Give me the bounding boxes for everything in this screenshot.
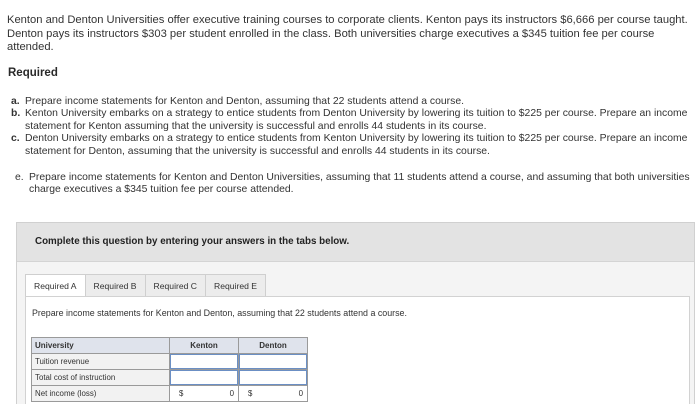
- header-kenton: Kenton: [170, 338, 239, 354]
- requirement-text: Prepare income statements for Kenton and Denton, assuming that 22 students attend a course.: [25, 96, 464, 107]
- table-row: [32, 354, 308, 370]
- requirement-a: [11, 96, 691, 108]
- panel-body: [17, 262, 694, 404]
- tab-required-b[interactable]: Required B: [85, 274, 146, 297]
- requirement-text: Kenton University embarks on a strategy to entice students from Denton University by lowering its tuition to $225 per course. Prepare an income statement for Kenton assuming that the university is successful and enrolls 44 students in its course.: [25, 108, 688, 132]
- denton-net-income: [239, 386, 308, 402]
- requirement-tabs: [25, 274, 265, 297]
- tab-prompt: Prepare income statements for Kenton and Denton, assuming that 22 students attend a course.: [32, 308, 407, 318]
- panel-heading: Complete this question by entering your answers in the tabs below.: [17, 223, 694, 262]
- currency-symbol: $: [179, 389, 184, 398]
- tab-content: [25, 296, 690, 404]
- kenton-cost-input[interactable]: [170, 370, 239, 386]
- header-university: University: [32, 338, 170, 354]
- denton-cost-input[interactable]: [239, 370, 308, 386]
- row-label-tuition: Tuition revenue: [32, 354, 170, 370]
- problem-intro: Kenton and Denton Universities offer executive training courses to corporate clients. Kenton pays its instructors $6,666 per course taught. Denton pays its instructors $303 per student enrolled in the class. Both universities charge executives a $345 tuition fee per course attended.: [7, 14, 688, 53]
- requirement-label: a.: [11, 96, 20, 107]
- requirement-label: e.: [15, 172, 24, 183]
- requirement-label: b.: [11, 108, 21, 120]
- kenton-tuition-input[interactable]: [170, 354, 239, 370]
- requirement-c: [11, 133, 691, 158]
- row-label-cost: Total cost of instruction: [32, 370, 170, 386]
- table-header-row: [32, 338, 308, 354]
- tab-required-a[interactable]: Required A: [25, 274, 86, 297]
- requirement-b: [11, 108, 691, 133]
- kenton-net-income: [170, 386, 239, 402]
- table-row: [32, 370, 308, 386]
- requirement-e: [15, 172, 700, 197]
- table-row: [32, 386, 308, 402]
- answer-panel: [16, 222, 695, 404]
- denton-net-income-value: 0: [298, 389, 303, 398]
- denton-tuition-input[interactable]: [239, 354, 308, 370]
- income-statement-table: [31, 337, 308, 402]
- required-heading: Required: [8, 67, 58, 79]
- requirements-list: [11, 96, 691, 158]
- requirement-text: Prepare income statements for Kenton and Denton Universities, assuming that 11 students attend a course, and assuming that both universities charge executives a $345 tuition fee per course attended.: [29, 172, 690, 196]
- header-denton: Denton: [239, 338, 308, 354]
- requirement-label: c.: [11, 133, 20, 145]
- row-label-net-income: Net income (loss): [32, 386, 170, 402]
- kenton-net-income-value: 0: [229, 389, 234, 398]
- requirement-text: Denton University embarks on a strategy to entice students from Kenton University by lowering its tuition to $225 per course. Prepare an income statement for Denton, assuming that the university is successful and enrolls 44 students in its course.: [25, 133, 688, 157]
- tab-required-e[interactable]: Required E: [205, 274, 266, 297]
- currency-symbol: $: [248, 389, 253, 398]
- tab-required-c[interactable]: Required C: [145, 274, 206, 297]
